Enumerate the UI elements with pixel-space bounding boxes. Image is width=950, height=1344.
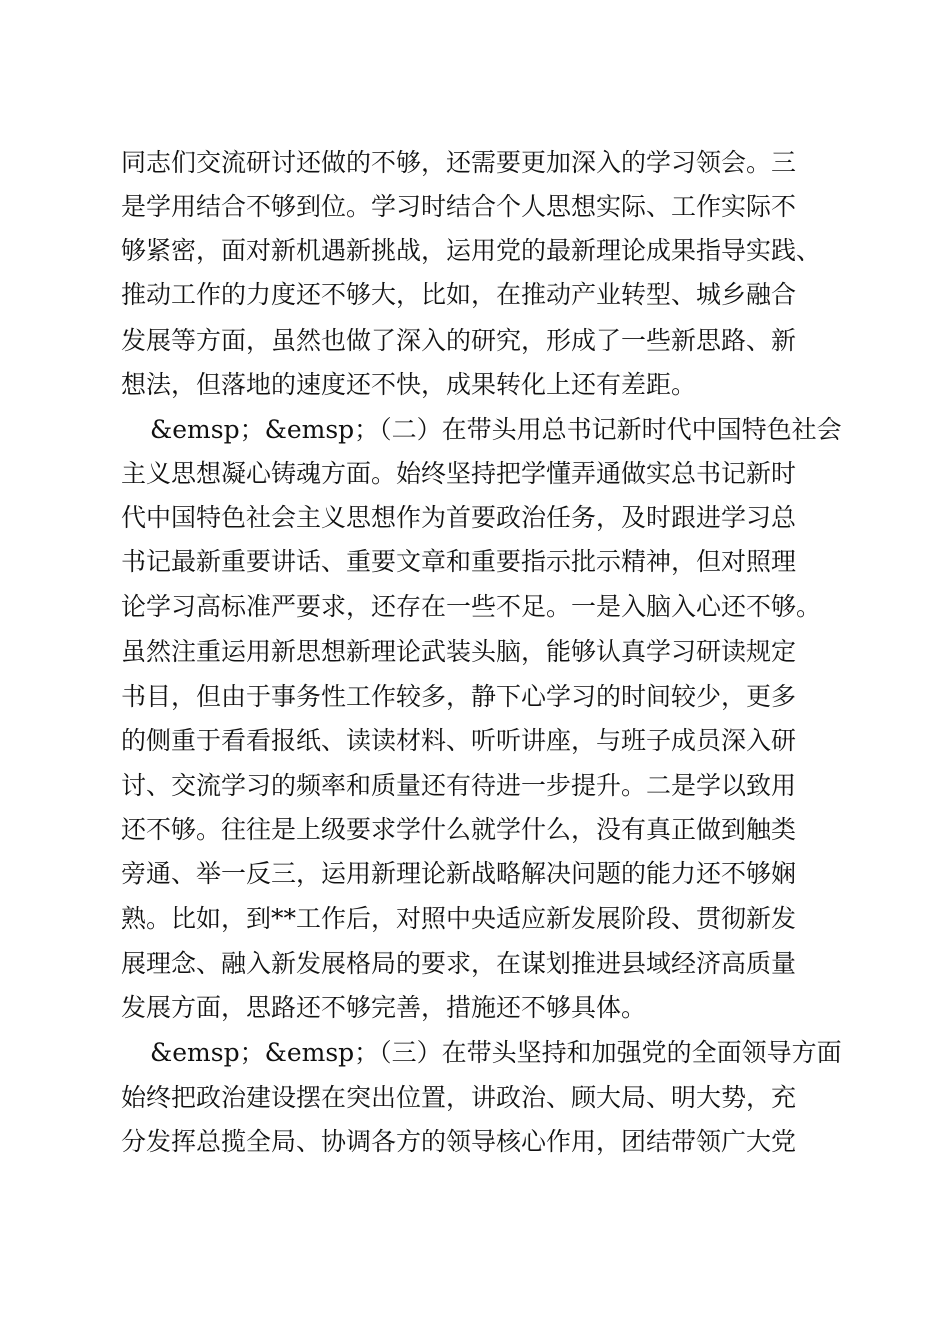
text-line: 书目，但由于事务性工作较多，静下心学习的时间较少，更多	[121, 682, 797, 711]
text-line: 分发挥总揽全局、协调各方的领导核心作用，团结带领广大党	[121, 1127, 797, 1156]
text-line: 代中国特色社会主义思想作为首要政治任务，及时跟进学习总	[121, 503, 797, 532]
text-line: 够紧密，面对新机遇新挑战，运用党的最新理论成果指导实践、	[121, 236, 822, 265]
text-line: 展理念、融入新发展格局的要求，在谋划推进县域经济高质量	[121, 949, 797, 978]
text-line: 还不够。往往是上级要求学什么就学什么，没有真正做到触类	[121, 815, 797, 844]
text-line: 主义思想凝心铸魂方面。始终坚持把学懂弄通做实总书记新时	[121, 459, 797, 488]
section-heading-2: &emsp；&emsp；（二）在带头用总书记新时代中国特色社会	[150, 415, 842, 444]
text-line: 发展等方面，虽然也做了深入的研究，形成了一些新思路、新	[121, 326, 797, 355]
text-line: 的侧重于看看报纸、读读材料、听听讲座，与班子成员深入研	[121, 726, 797, 755]
text-line: 讨、交流学习的频率和质量还有待进一步提升。二是学以致用	[121, 771, 797, 800]
text-line: 书记最新重要讲话、重要文章和重要指示批示精神，但对照理	[121, 547, 797, 576]
text-line: 论学习高标准严要求，还存在一些不足。一是入脑入心还不够。	[121, 592, 822, 621]
text-line: 虽然注重运用新思想新理论武装头脑，能够认真学习研读规定	[121, 637, 797, 666]
section-heading-3: &emsp；&emsp；（三）在带头坚持和加强党的全面领导方面	[150, 1038, 842, 1067]
text-line: 想法，但落地的速度还不快，成果转化上还有差距。	[121, 370, 697, 399]
text-line: 旁通、举一反三，运用新理论新战略解决问题的能力还不够娴	[121, 859, 797, 888]
text-line: 是学用结合不够到位。学习时结合个人思想实际、工作实际不	[121, 192, 797, 221]
text-line: 推动工作的力度还不够大，比如，在推动产业转型、城乡融合	[121, 280, 797, 309]
text-line: 始终把政治建设摆在突出位置，讲政治、顾大局、明大势，充	[121, 1083, 797, 1112]
text-line: 熟。比如，到**工作后，对照中央适应新发展阶段、贯彻新发	[121, 904, 797, 933]
text-line: 发展方面，思路还不够完善，措施还不够具体。	[121, 993, 647, 1022]
text-line: 同志们交流研讨还做的不够，还需要更加深入的学习领会。三	[121, 148, 797, 177]
